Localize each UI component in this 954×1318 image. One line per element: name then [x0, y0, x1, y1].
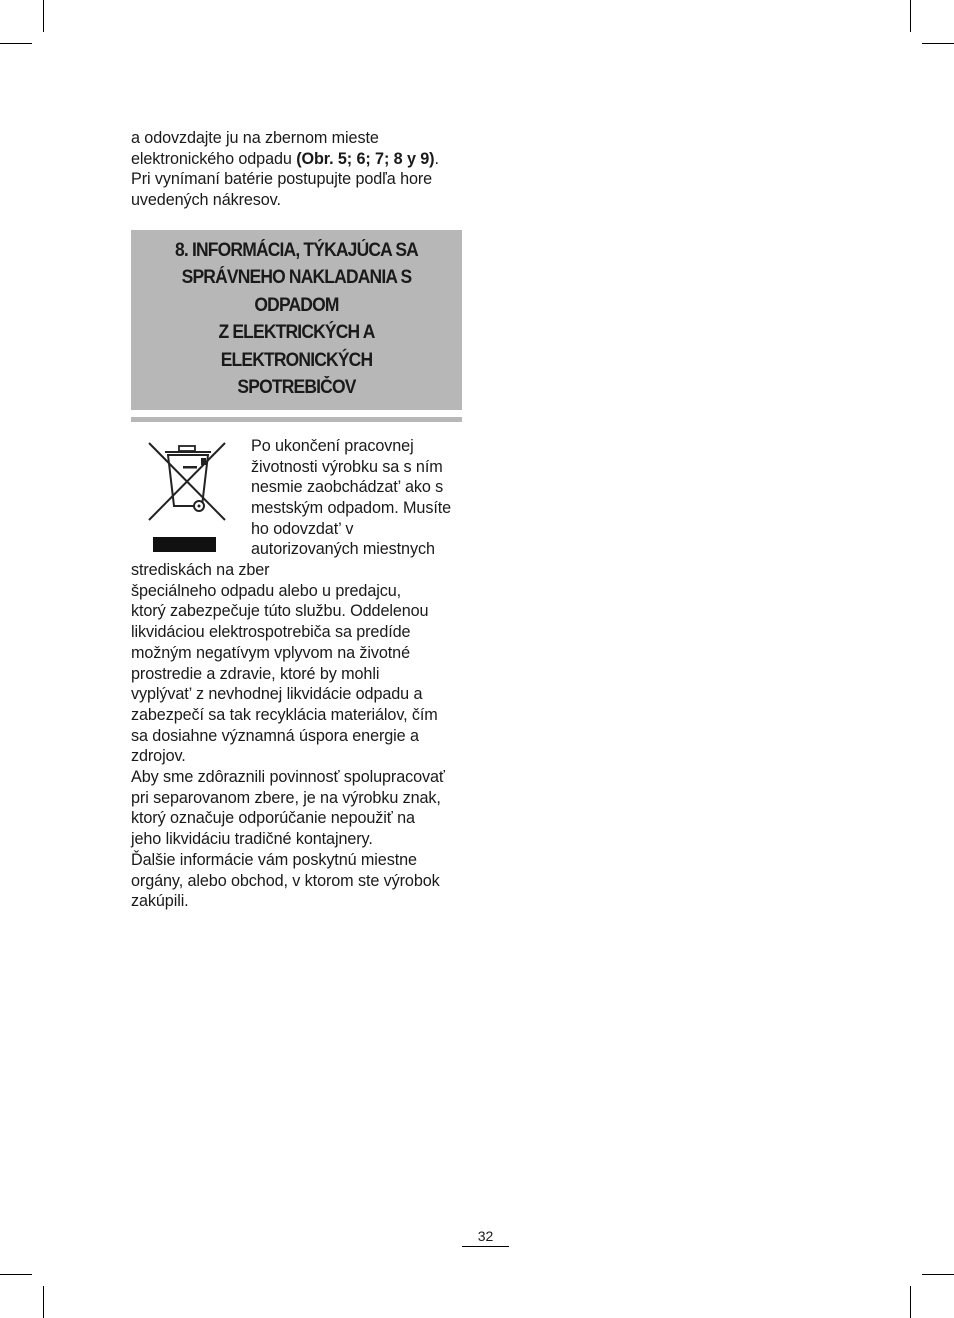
intro-paragraph	[131, 128, 462, 211]
body-line: likvidáciou elektrospotrebiča sa predíde	[131, 623, 411, 642]
body-line: mestským odpadom. Musíte	[251, 498, 452, 517]
weee-section	[131, 436, 462, 912]
intro-line-1: a odovzdajte ju na zbernom mieste	[131, 129, 379, 147]
body-line: životnosti výrobku sa s ním	[251, 457, 443, 476]
body-line: autorizovaných miestnych	[251, 540, 435, 559]
body-line: nesmie zaobchádzat’ ako s	[251, 478, 444, 497]
intro-line-2-suffix: .	[434, 149, 439, 168]
body-line: špeciálneho odpadu alebo u predajcu,	[131, 581, 402, 600]
body-line: možným negatívym vplyvom na životné	[131, 643, 410, 662]
body-line: Aby sme zdôraznili povinnosť spolupracovať	[131, 768, 445, 787]
crop-mark-bottom-right-v	[910, 1286, 911, 1318]
body-line: strediskách na zber	[131, 561, 270, 580]
body-line: ktorý zabezpečuje túto službu. Oddelenou	[131, 602, 429, 621]
body-line: zakúpili.	[131, 892, 189, 911]
crossed-out-wheelie-bin-icon	[137, 438, 243, 558]
body-line: jeho likvidáciu tradičné kontajnery.	[131, 830, 373, 849]
crop-mark-top-right-h	[922, 43, 954, 44]
crop-mark-bottom-right-h	[922, 1274, 954, 1275]
body-line: vyplývat’ z nevhodnej likvidácie odpadu a	[131, 685, 423, 704]
crop-mark-top-left-v	[43, 0, 44, 32]
crop-mark-bottom-left-v	[43, 1286, 44, 1318]
body-line: sa dosiahne významná úspora energie a	[131, 726, 419, 745]
body-line: ho odovzdat’ v	[251, 519, 354, 538]
heading-line-3: Z ELEKTRICKÝCH A ELEKTRONICKÝCH	[218, 322, 375, 371]
crop-mark-bottom-left-h	[0, 1274, 32, 1275]
body-line: orgány, alebo obchod, v ktorom ste výrobok	[131, 871, 440, 890]
page-number: 32	[462, 1227, 509, 1247]
body-line: zdrojov.	[131, 747, 186, 766]
body-line: Ďalšie informácie vám poskytnú miestne	[131, 850, 417, 869]
body-line: prostredie a zdravie, ktoré by mohli	[131, 664, 380, 683]
body-line: Po ukončení pracovnej	[251, 436, 414, 455]
crop-mark-top-right-v	[910, 0, 911, 32]
section-heading	[131, 230, 462, 410]
intro-line-3: Pri vynímaní batérie postupujte podľa hore	[131, 170, 433, 189]
text-column	[131, 128, 462, 912]
body-line: ktorý označuje odporúčanie nepoužiť na	[131, 809, 415, 828]
heading-line-2: SPRÁVNEHO NAKLADANIA S ODPADOM	[181, 267, 412, 316]
heading-line-1: 8. INFORMÁCIA, TÝKAJÚCA SA	[175, 239, 418, 261]
figure-reference: (Obr. 5; 6; 7; 8 y 9)	[296, 149, 435, 168]
body-line: zabezpečí sa tak recyklácia materiálov, čím	[131, 705, 438, 724]
intro-line-2-prefix: elektronického odpadu	[131, 149, 297, 168]
intro-line-4: uvedených nákresov.	[131, 191, 281, 210]
body-line: pri separovanom zbere, je na výrobku znak,	[131, 788, 441, 807]
crop-mark-top-left-h	[0, 43, 32, 44]
heading-underline-rule	[131, 417, 462, 422]
heading-line-4: SPOTREBIČOV	[237, 377, 356, 399]
